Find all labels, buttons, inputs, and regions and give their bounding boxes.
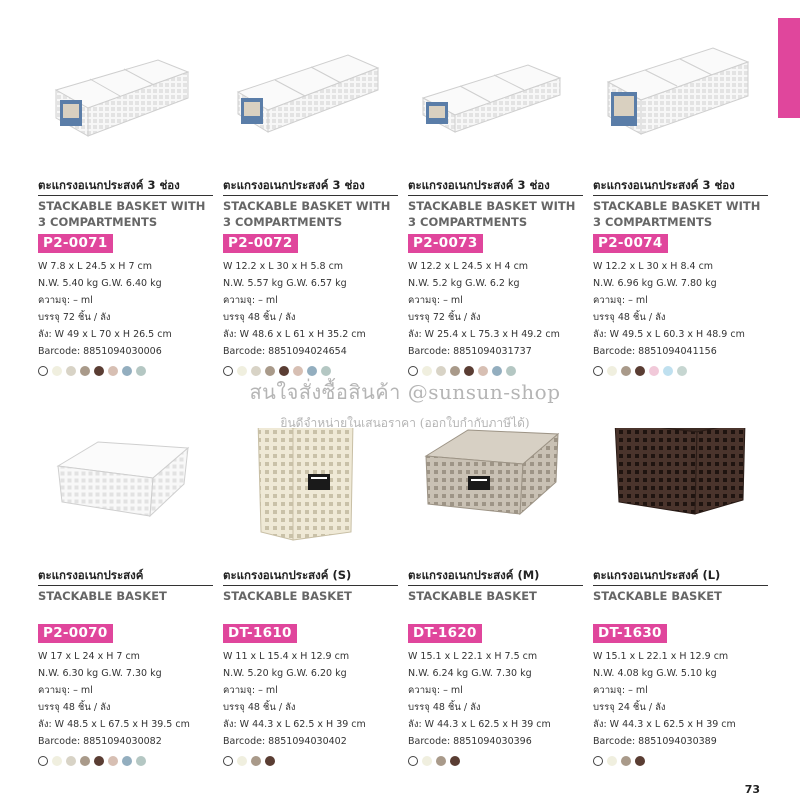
basket-3-compartments-image: [593, 40, 768, 170]
product-specs: [593, 648, 768, 750]
spec-carton: ลัง: W 48.6 x L 61 x H 35.2 cm: [223, 329, 366, 340]
product-code-badge: DT-1630: [593, 624, 667, 643]
product-specs: [38, 648, 213, 750]
product-name-english: STACKABLE BASKET WITH 3 COMPARTMENTS: [593, 199, 761, 229]
spec-capacity: ความจุ: – ml: [38, 295, 93, 306]
product-specs: [223, 258, 398, 360]
product-code-badge: P2-0073: [408, 234, 483, 253]
color-swatches: [408, 756, 583, 766]
color-swatches: [593, 756, 768, 766]
spec-carton: ลัง: W 49.5 x L 60.3 x H 48.9 cm: [593, 329, 745, 340]
spec-barcode: Barcode: 8851094030402: [223, 736, 347, 747]
spec-carton: ลัง: W 44.3 x L 62.5 x H 39 cm: [408, 719, 551, 730]
color-swatches: [223, 366, 398, 376]
spec-carton: ลัง: W 44.3 x L 62.5 x H 39 cm: [593, 719, 736, 730]
product-name-thai: ตะแกรงอเนกประสงค์ 3 ช่อง: [38, 178, 213, 196]
spec-size: W 15.1 x L 22.1 x H 12.9 cm: [593, 651, 729, 662]
color-swatch: [607, 756, 617, 766]
color-swatch: [408, 756, 418, 766]
color-swatch: [122, 366, 132, 376]
color-swatch: [38, 366, 48, 376]
color-swatch: [663, 366, 673, 376]
color-swatch: [621, 366, 631, 376]
spec-barcode: Barcode: 8851094030006: [38, 346, 162, 357]
color-swatches: [223, 756, 398, 766]
color-swatch: [122, 756, 132, 766]
color-swatch: [80, 366, 90, 376]
product-name-english: STACKABLE BASKET WITH 3 COMPARTMENTS: [223, 199, 391, 229]
product-name-thai: ตะแกรงอเนกประสงค์ 3 ช่อง: [223, 178, 398, 196]
color-swatch: [635, 366, 645, 376]
product-info: [593, 568, 768, 766]
page-number: 73: [744, 783, 760, 796]
color-swatch: [52, 756, 62, 766]
watermark: [225, 376, 585, 433]
spec-carton: ลัง: W 48.5 x L 67.5 x H 39.5 cm: [38, 719, 190, 730]
product-name-thai: ตะแกรงอเนกประสงค์ (S): [223, 568, 398, 586]
spec-capacity: ความจุ: – ml: [593, 295, 648, 306]
product-name-english: STACKABLE BASKET WITH 3 COMPARTMENTS: [408, 199, 576, 229]
color-swatch: [237, 366, 247, 376]
color-swatch: [251, 756, 261, 766]
color-swatches: [408, 366, 583, 376]
color-swatch: [251, 366, 261, 376]
spec-weight: N.W. 6.30 kg G.W. 7.30 kg: [38, 668, 162, 679]
white-basket-image: [38, 428, 213, 558]
basket-3-compartments-image: [408, 40, 583, 170]
basket-3-compartments-image: [223, 40, 398, 170]
product-code-badge: P2-0072: [223, 234, 298, 253]
spec-size: W 12.2 x L 30 x H 5.8 cm: [223, 261, 344, 272]
spec-size: W 7.8 x L 24.5 x H 7 cm: [38, 261, 153, 272]
color-swatch: [464, 366, 474, 376]
color-swatch: [635, 756, 645, 766]
product-name-thai: ตะแกรงอเนกประสงค์ (M): [408, 568, 583, 586]
spec-pack: บรรจุ 48 ชิ้น / ลัง: [223, 312, 296, 323]
product-name-english: STACKABLE BASKET: [408, 589, 537, 603]
color-swatches: [593, 366, 768, 376]
spec-size: W 15.1 x L 22.1 x H 7.5 cm: [408, 651, 538, 662]
product-code-badge: P2-0074: [593, 234, 668, 253]
color-swatch: [94, 366, 104, 376]
product-code-badge: DT-1610: [223, 624, 297, 643]
color-swatch: [450, 756, 460, 766]
spec-pack: บรรจุ 48 ชิ้น / ลัง: [38, 702, 111, 713]
spec-pack: บรรจุ 72 ชิ้น / ลัง: [408, 312, 481, 323]
spec-weight: N.W. 5.2 kg G.W. 6.2 kg: [408, 278, 520, 289]
spec-pack: บรรจุ 48 ชิ้น / ลัง: [408, 702, 481, 713]
spec-size: W 17 x L 24 x H 7 cm: [38, 651, 140, 662]
color-swatch: [408, 366, 418, 376]
watermark-line-1: สนใจสั่งซื้อสินค้า @sunsun-shop: [249, 380, 561, 404]
color-swatch: [621, 756, 631, 766]
product-info: [223, 178, 398, 376]
product-specs: [408, 648, 583, 750]
color-swatches: [38, 366, 213, 376]
spec-carton: ลัง: W 49 x L 70 x H 26.5 cm: [38, 329, 172, 340]
color-swatch: [94, 756, 104, 766]
color-swatch: [607, 366, 617, 376]
spec-weight: N.W. 5.20 kg G.W. 6.20 kg: [223, 668, 347, 679]
color-swatch: [80, 756, 90, 766]
spec-capacity: ความจุ: – ml: [223, 685, 278, 696]
color-swatch: [506, 366, 516, 376]
color-swatch: [293, 366, 303, 376]
color-swatch: [136, 756, 146, 766]
color-swatch: [422, 366, 432, 376]
color-swatch: [108, 366, 118, 376]
color-swatch: [108, 756, 118, 766]
watermark-line-2: ยินดีจำหน่ายในเสนอราคา (ออกใบกำกับภาษีได้): [280, 416, 530, 430]
spec-size: W 12.2 x L 24.5 x H 4 cm: [408, 261, 529, 272]
color-swatch: [593, 756, 603, 766]
color-swatch: [649, 366, 659, 376]
color-swatch: [52, 366, 62, 376]
spec-weight: N.W. 6.96 kg G.W. 7.80 kg: [593, 278, 717, 289]
product-info: [408, 568, 583, 766]
product-name-thai: ตะแกรงอเนกประสงค์ 3 ช่อง: [408, 178, 583, 196]
product-info: [408, 178, 583, 376]
basket-3-compartments-image: [38, 40, 213, 170]
product-name-english: STACKABLE BASKET: [593, 589, 722, 603]
color-swatch: [38, 756, 48, 766]
spec-weight: N.W. 5.57 kg G.W. 6.57 kg: [223, 278, 347, 289]
product-info: [223, 568, 398, 766]
color-swatch: [223, 366, 233, 376]
color-swatch: [223, 756, 233, 766]
product-name-thai: ตะแกรงอเนกประสงค์: [38, 568, 213, 586]
spec-capacity: ความจุ: – ml: [38, 685, 93, 696]
spec-capacity: ความจุ: – ml: [223, 295, 278, 306]
product-name-english: STACKABLE BASKET: [38, 589, 167, 603]
spec-barcode: Barcode: 8851094024654: [223, 346, 347, 357]
section-tab: [778, 18, 800, 118]
spec-pack: บรรจุ 48 ชิ้น / ลัง: [593, 312, 666, 323]
color-swatch: [677, 366, 687, 376]
color-swatch: [265, 756, 275, 766]
color-swatch: [593, 366, 603, 376]
product-code-badge: P2-0071: [38, 234, 113, 253]
product-info: [38, 568, 213, 766]
product-info: [38, 178, 213, 376]
color-swatch: [422, 756, 432, 766]
spec-capacity: ความจุ: – ml: [408, 685, 463, 696]
product-info: [593, 178, 768, 376]
taupe-basket-medium-image: [408, 428, 583, 558]
spec-pack: บรรจุ 24 ชิ้น / ลัง: [593, 702, 666, 713]
color-swatch: [436, 366, 446, 376]
product-specs: [223, 648, 398, 750]
spec-capacity: ความจุ: – ml: [593, 685, 648, 696]
product-specs: [408, 258, 583, 360]
product-name-thai: ตะแกรงอเนกประสงค์ 3 ช่อง: [593, 178, 768, 196]
color-swatch: [237, 756, 247, 766]
color-swatch: [321, 366, 331, 376]
product-name-thai: ตะแกรงอเนกประสงค์ (L): [593, 568, 768, 586]
product-specs: [38, 258, 213, 360]
spec-weight: N.W. 5.40 kg G.W. 6.40 kg: [38, 278, 162, 289]
spec-weight: N.W. 4.08 kg G.W. 5.10 kg: [593, 668, 717, 679]
brown-basket-large-image: [593, 428, 768, 558]
color-swatch: [136, 366, 146, 376]
color-swatch: [450, 366, 460, 376]
product-specs: [593, 258, 768, 360]
spec-pack: บรรจุ 72 ชิ้น / ลัง: [38, 312, 111, 323]
spec-barcode: Barcode: 8851094030389: [593, 736, 717, 747]
cream-basket-small-image: [223, 428, 398, 558]
color-swatch: [436, 756, 446, 766]
product-code-badge: DT-1620: [408, 624, 482, 643]
product-name-english: STACKABLE BASKET: [223, 589, 352, 603]
spec-weight: N.W. 6.24 kg G.W. 7.30 kg: [408, 668, 532, 679]
spec-barcode: Barcode: 8851094030082: [38, 736, 162, 747]
color-swatch: [307, 366, 317, 376]
spec-size: W 12.2 x L 30 x H 8.4 cm: [593, 261, 714, 272]
color-swatches: [38, 756, 213, 766]
spec-carton: ลัง: W 25.4 x L 75.3 x H 49.2 cm: [408, 329, 560, 340]
spec-barcode: Barcode: 8851094031737: [408, 346, 532, 357]
color-swatch: [478, 366, 488, 376]
spec-size: W 11 x L 15.4 x H 12.9 cm: [223, 651, 350, 662]
spec-capacity: ความจุ: – ml: [408, 295, 463, 306]
product-code-badge: P2-0070: [38, 624, 113, 643]
color-swatch: [66, 756, 76, 766]
color-swatch: [265, 366, 275, 376]
color-swatch: [492, 366, 502, 376]
spec-barcode: Barcode: 8851094041156: [593, 346, 717, 357]
spec-carton: ลัง: W 44.3 x L 62.5 x H 39 cm: [223, 719, 366, 730]
spec-barcode: Barcode: 8851094030396: [408, 736, 532, 747]
color-swatch: [279, 366, 289, 376]
product-name-english: STACKABLE BASKET WITH 3 COMPARTMENTS: [38, 199, 206, 229]
spec-pack: บรรจุ 48 ชิ้น / ลัง: [223, 702, 296, 713]
color-swatch: [66, 366, 76, 376]
